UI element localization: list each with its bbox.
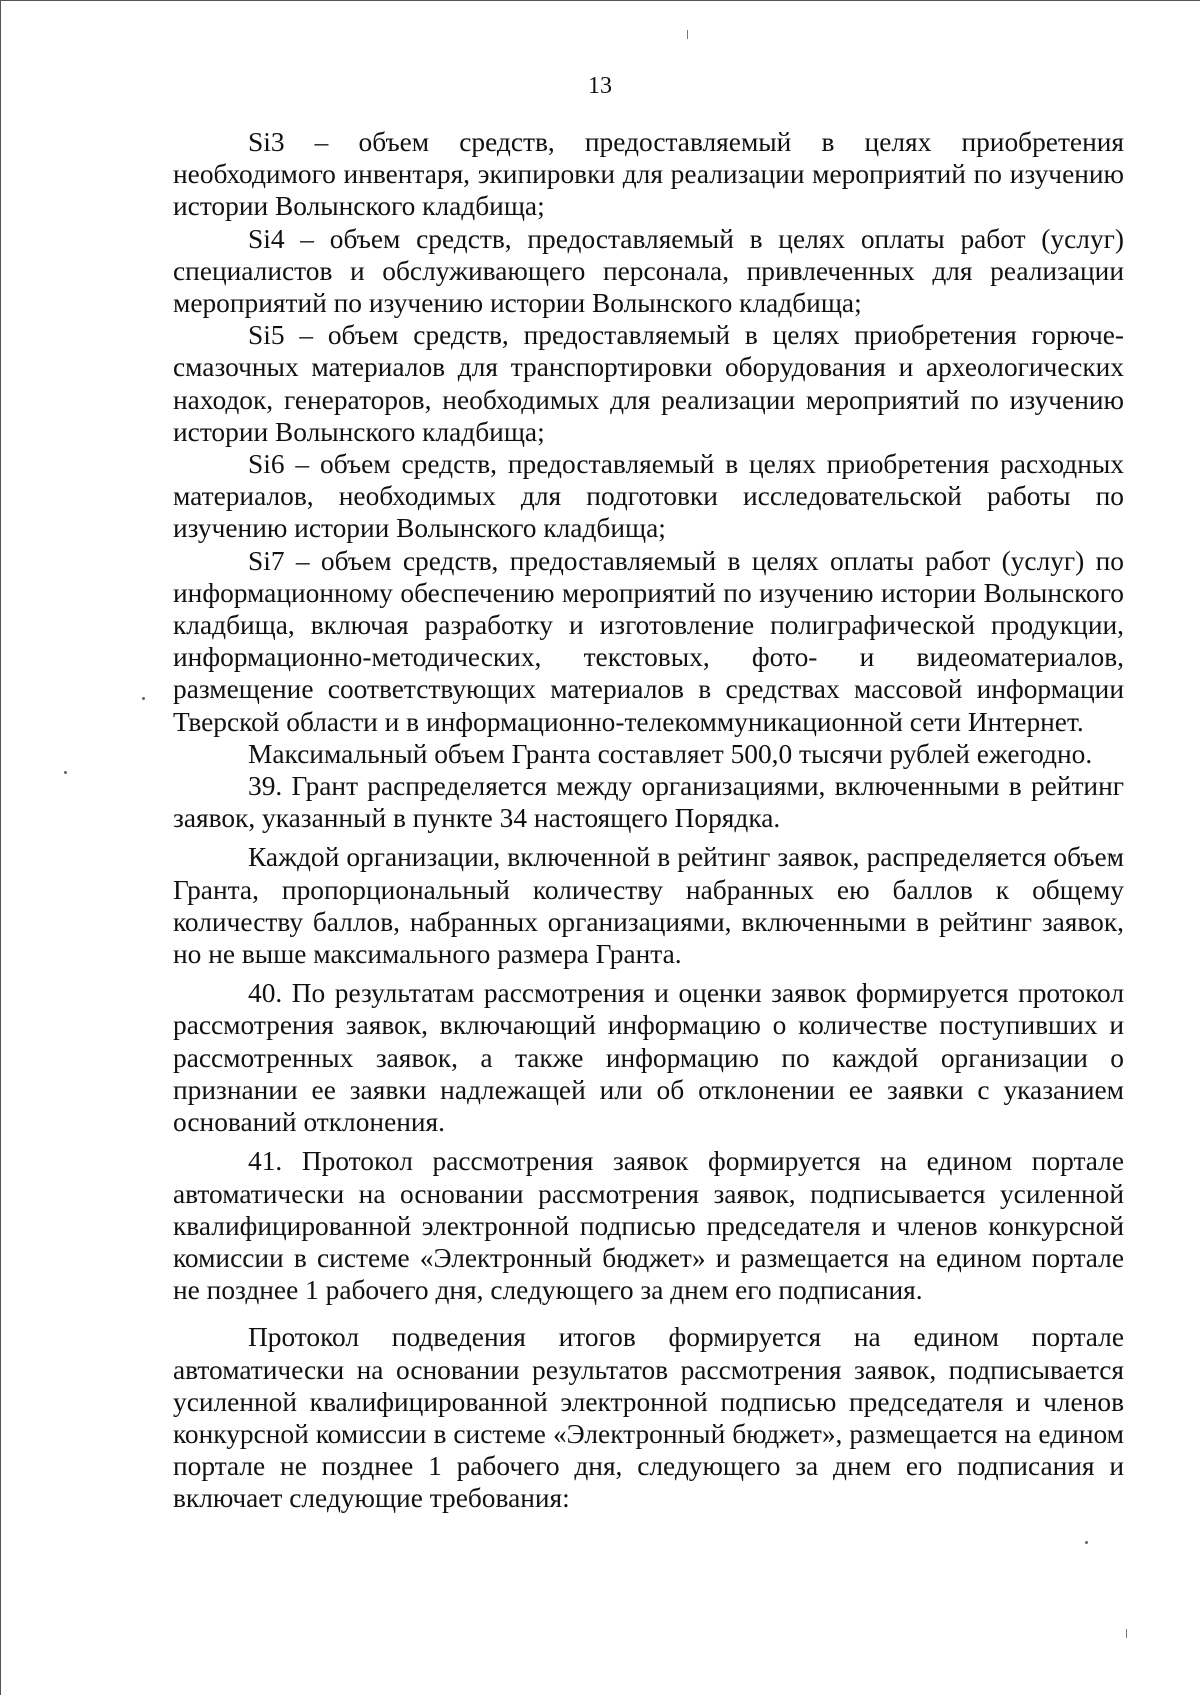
paragraph-si7: Si7 – объем средств, предоставляемый в целях оплаты работ (услуг) по информационному обеспечению мероприятий по изучению истории Волынского кладбища, включая разработку и изготовление полиграфической продукции, информационно-методических, текстовых, фото- и видеоматериалов, размещение соответствующих материалов в средствах массовой информации Тверской области и в информационно-телекоммуникационной сети Интернет.	[173, 545, 1124, 737]
document-body	[173, 126, 1124, 1515]
paragraph-clause-39: 39. Грант распределяется между организациями, включенными в рейтинг заявок, указанный в пункте 34 настоящего Порядка.	[173, 771, 1124, 834]
paragraph-summary-protocol: Протокол подведения итогов формируется на едином портале автоматически на основании результатов рассмотрения заявок, подписывается усиленной квалифицированной электронной подписью председателя и членов конкурсной комиссии в системе «Электронный бюджет», размещается на едином портале не позднее 1 рабочего дня, следующего за днем его подписания и включает следующие требования:	[173, 1322, 1124, 1514]
scan-mark	[1126, 1629, 1127, 1638]
scan-edge-top	[0, 0, 1200, 1]
paragraph-grant-distribution: Каждой организации, включенной в рейтинг заявок, распределяется объем Гранта, пропорциональный количеству набранных ею баллов к общему количеству баллов, набранных организациями, включенными в рейтинг заявок, но не выше максимального размера Гранта.	[173, 842, 1124, 970]
paragraph-si4: Si4 – объем средств, предоставляемый в целях оплаты работ (услуг) специалистов и обслуживающего персонала, привлеченных для реализации мероприятий по изучению истории Волынского кладбища;	[173, 223, 1124, 319]
paragraph-clause-40: 40. По результатам рассмотрения и оценки заявок формируется протокол рассмотрения заявок, включающий информацию о количестве поступивших и рассмотренных заявок, а также информацию по каждой организации о признании ее заявки надлежащей или об отклонении ее заявки с указанием оснований отклонения.	[173, 978, 1124, 1138]
scan-mark	[64, 771, 67, 774]
paragraph-clause-41: 41. Протокол рассмотрения заявок формируется на едином портале автоматически на основании рассмотрения заявок, подписывается усиленной квалифицированной электронной подписью председателя и членов конкурсной комиссии в системе «Электронный бюджет» и размещается на едином портале не позднее 1 рабочего дня, следующего за днем его подписания.	[173, 1146, 1124, 1306]
page-number: 13	[588, 73, 612, 99]
scan-mark	[687, 30, 688, 39]
paragraph-si6: Si6 – объем средств, предоставляемый в целях приобретения расходных материалов, необходимых для подготовки исследовательской работы по изучению истории Волынского кладбища;	[173, 449, 1124, 544]
paragraph-si5: Si5 – объем средств, предоставляемый в целях приобретения горюче-смазочных материалов для транспортировки оборудования и археологических находок, генераторов, необходимых для реализации мероприятий по изучению истории Волынского кладбища;	[173, 320, 1124, 447]
scan-mark	[1085, 1541, 1088, 1544]
scan-mark	[142, 697, 145, 700]
paragraph-si3: Si3 – объем средств, предоставляемый в целях приобретения необходимого инвентаря, экипировки для реализации мероприятий по изучению истории Волынского кладбища;	[173, 127, 1124, 222]
scan-edge-left	[0, 0, 1, 1695]
paragraph-max-grant: Максимальный объем Гранта составляет 500,0 тысячи рублей ежегодно.	[248, 738, 1093, 769]
